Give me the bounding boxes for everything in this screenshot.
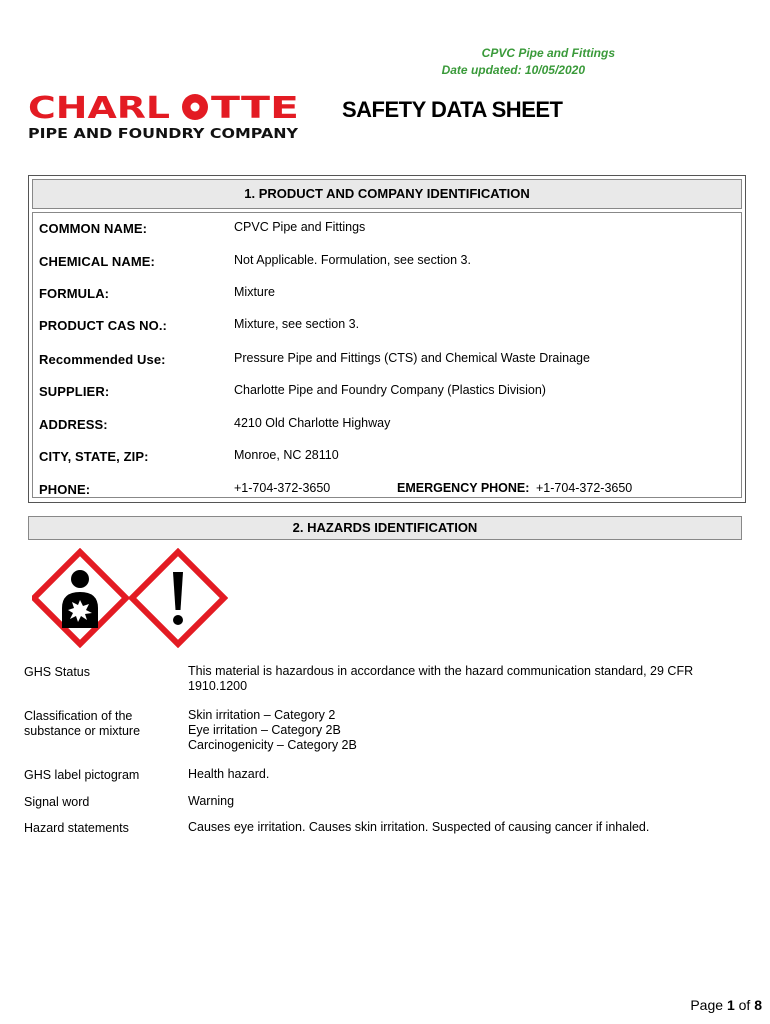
phone-value: +1-704-372-3650 — [234, 481, 331, 495]
field-value: Not Applicable. Formulation, see section 3. — [234, 253, 471, 267]
logo-line1-left: CHARL — [28, 91, 170, 126]
header-date-updated: Date updated: 10/05/2020 — [441, 63, 585, 77]
value-line: Eye irritation – Category 2B — [188, 723, 341, 737]
document-title: SAFETY DATA SHEET — [342, 97, 563, 122]
field-label: CITY, STATE, ZIP: — [39, 449, 149, 464]
row-supplier — [33, 376, 741, 409]
row-product-cas — [33, 310, 741, 343]
emergency-phone-value: +1-704-372-3650 — [536, 481, 633, 495]
row-recommended-use — [33, 344, 741, 377]
field-label: Recommended Use: — [39, 352, 166, 367]
field-value: Monroe, NC 28110 — [234, 448, 339, 462]
value-line: Skin irritation – Category 2 — [188, 708, 336, 722]
hazard-statements-label: Hazard statements — [24, 821, 129, 835]
signal-word-value: Warning — [188, 794, 235, 808]
page-current: 1 — [726, 997, 735, 1013]
exclamation-mark-icon — [132, 552, 224, 644]
field-label: SUPPLIER: — [39, 384, 110, 399]
field-value: Pressure Pipe and Fittings (CTS) and Chemical Waste Drainage — [234, 351, 590, 365]
field-value: CPVC Pipe and Fittings — [234, 220, 366, 234]
label-line: substance or mixture — [24, 724, 141, 738]
field-label: CHEMICAL NAME: — [39, 254, 155, 269]
field-label: FORMULA: — [39, 286, 110, 301]
page-word: Page — [690, 997, 724, 1013]
page-total: 8 — [754, 997, 762, 1013]
row-city-state-zip — [33, 441, 741, 474]
field-value: Charlotte Pipe and Foundry Company (Plastics Division) — [234, 383, 546, 397]
row-chemical-name — [33, 246, 741, 279]
row-address — [33, 409, 741, 442]
section1-heading: 1. PRODUCT AND COMPANY IDENTIFICATION — [32, 179, 742, 209]
row-common-name — [33, 213, 741, 246]
field-label: COMMON NAME: — [39, 221, 148, 236]
field-label: PRODUCT CAS NO.: — [39, 318, 167, 333]
row-phone — [33, 474, 741, 507]
section1-body — [32, 212, 742, 498]
field-value: 4210 Old Charlotte Highway — [234, 416, 391, 430]
field-value: Mixture — [234, 285, 275, 299]
company-logo — [28, 90, 300, 142]
page-number — [690, 997, 762, 1013]
ghs-label-pictogram-value: Health hazard. — [188, 767, 270, 781]
page-of: of — [738, 997, 751, 1013]
field-value: Mixture, see section 3. — [234, 317, 360, 331]
ghs-status-value — [188, 664, 728, 694]
ghs-pictograms — [32, 548, 228, 648]
classification-value — [188, 708, 728, 753]
health-hazard-icon — [34, 552, 126, 644]
ghs-status-label: GHS Status — [24, 665, 90, 679]
section2-heading: 2. HAZARDS IDENTIFICATION — [28, 516, 742, 540]
ghs-label-pictogram-label: GHS label pictogram — [24, 768, 140, 782]
logo-line1-right: TTE — [211, 91, 299, 126]
classification-label — [24, 709, 174, 739]
value-line: Carcinogenicity – Category 2B — [188, 738, 357, 752]
logo-line2: PIPE AND FOUNDRY COMPANY — [28, 127, 299, 142]
label-line: Classification of the — [24, 709, 133, 723]
field-label: ADDRESS: — [39, 417, 108, 432]
row-formula — [33, 278, 741, 311]
hazard-statements-value: Causes eye irritation. Causes skin irritation. Suspected of causing cancer if inhaled. — [188, 820, 650, 834]
field-label: PHONE: — [39, 482, 91, 497]
section-product-identification — [28, 175, 746, 503]
header-product: CPVC Pipe and Fittings — [481, 46, 615, 60]
value-line: This material is hazardous in accordance with the hazard communication standard, 29 CFR — [188, 664, 694, 678]
value-line: 1910.1200 — [188, 679, 248, 693]
signal-word-label: Signal word — [24, 795, 90, 809]
emergency-phone-label: EMERGENCY PHONE: — [397, 481, 530, 495]
